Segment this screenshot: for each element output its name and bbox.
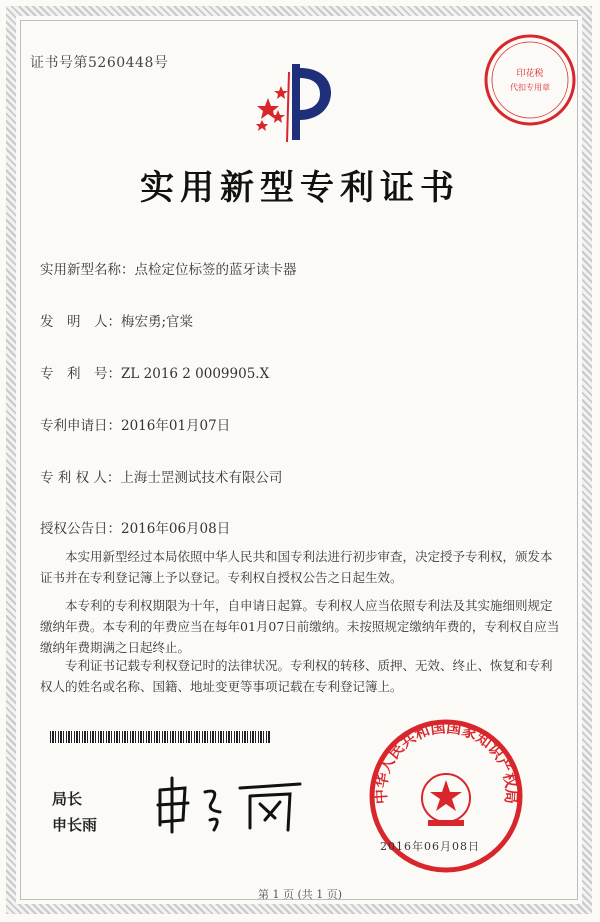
- patent-office-logo-icon: [248, 58, 348, 148]
- field-label: 授权公告日：: [40, 521, 121, 537]
- handwritten-signature: [150, 770, 310, 840]
- field-value: ZL 2016 2 0009905.X: [121, 366, 270, 382]
- field-value: 2016年06月08日: [121, 521, 231, 537]
- certificate-number: 证书号第5260448号: [30, 55, 169, 71]
- field-value: 点检定位标签的蓝牙读卡器: [134, 262, 297, 278]
- signature-title: 局长: [52, 790, 83, 808]
- field-label: 专 利 权 人：: [40, 470, 121, 486]
- field-patent-number: [40, 362, 269, 382]
- svg-text:代扣专用章: 代扣专用章: [510, 83, 550, 92]
- field-label: 发 明 人：: [40, 314, 121, 330]
- field-patentee: [40, 466, 282, 486]
- field-value: 上海士罡测试技术有限公司: [120, 470, 283, 486]
- svg-text:中华人民共和国国家知识产权局: 中华人民共和国国家知识产权局: [371, 718, 521, 805]
- page-footer: 第 1 页 (共 1 页): [257, 888, 343, 901]
- page-title: 实用新型专利证书: [140, 168, 460, 208]
- agency-stamp-icon: [480, 30, 580, 130]
- signature-name: 申长雨: [52, 816, 98, 834]
- paragraph: 本专利的专利权期限为十年，自申请日起算。专利权人应当依照专利法及其实施细则规定缴纳年费。本专利的年费应当在每年01月07日前缴纳。未按照规定缴纳年费的，专利权自应当缴纳年费期满之日起终止。: [40, 598, 560, 655]
- paragraph: 本实用新型经过本局依照中华人民共和国专利法进行初步审查，决定授予专利权，颁发本证书并在专利登记簿上予以登记。专利权自授权公告之日起生效。: [40, 549, 553, 585]
- field-label: 专利申请日：: [40, 418, 121, 434]
- seal-date: 2016年06月08日: [380, 840, 480, 853]
- field-label: 实用新型名称：: [40, 262, 135, 278]
- field-label: 专 利 号：: [40, 366, 121, 382]
- field-name: [40, 258, 297, 278]
- barcode: [50, 731, 270, 743]
- svg-text:印花税: 印花税: [516, 69, 544, 79]
- paragraph: 专利证书记载专利权登记时的法律状况。专利权的转移、质押、无效、终止、恢复和专利权人的姓名或名称、国籍、地址变更等事项记载在专利登记簿上。: [40, 658, 553, 694]
- field-value: 2016年01月07日: [121, 418, 231, 434]
- field-grant-date: [40, 517, 230, 537]
- field-application-date: [40, 414, 230, 434]
- field-value: 梅宏勇;官棠: [121, 314, 194, 330]
- field-inventor: [40, 310, 193, 330]
